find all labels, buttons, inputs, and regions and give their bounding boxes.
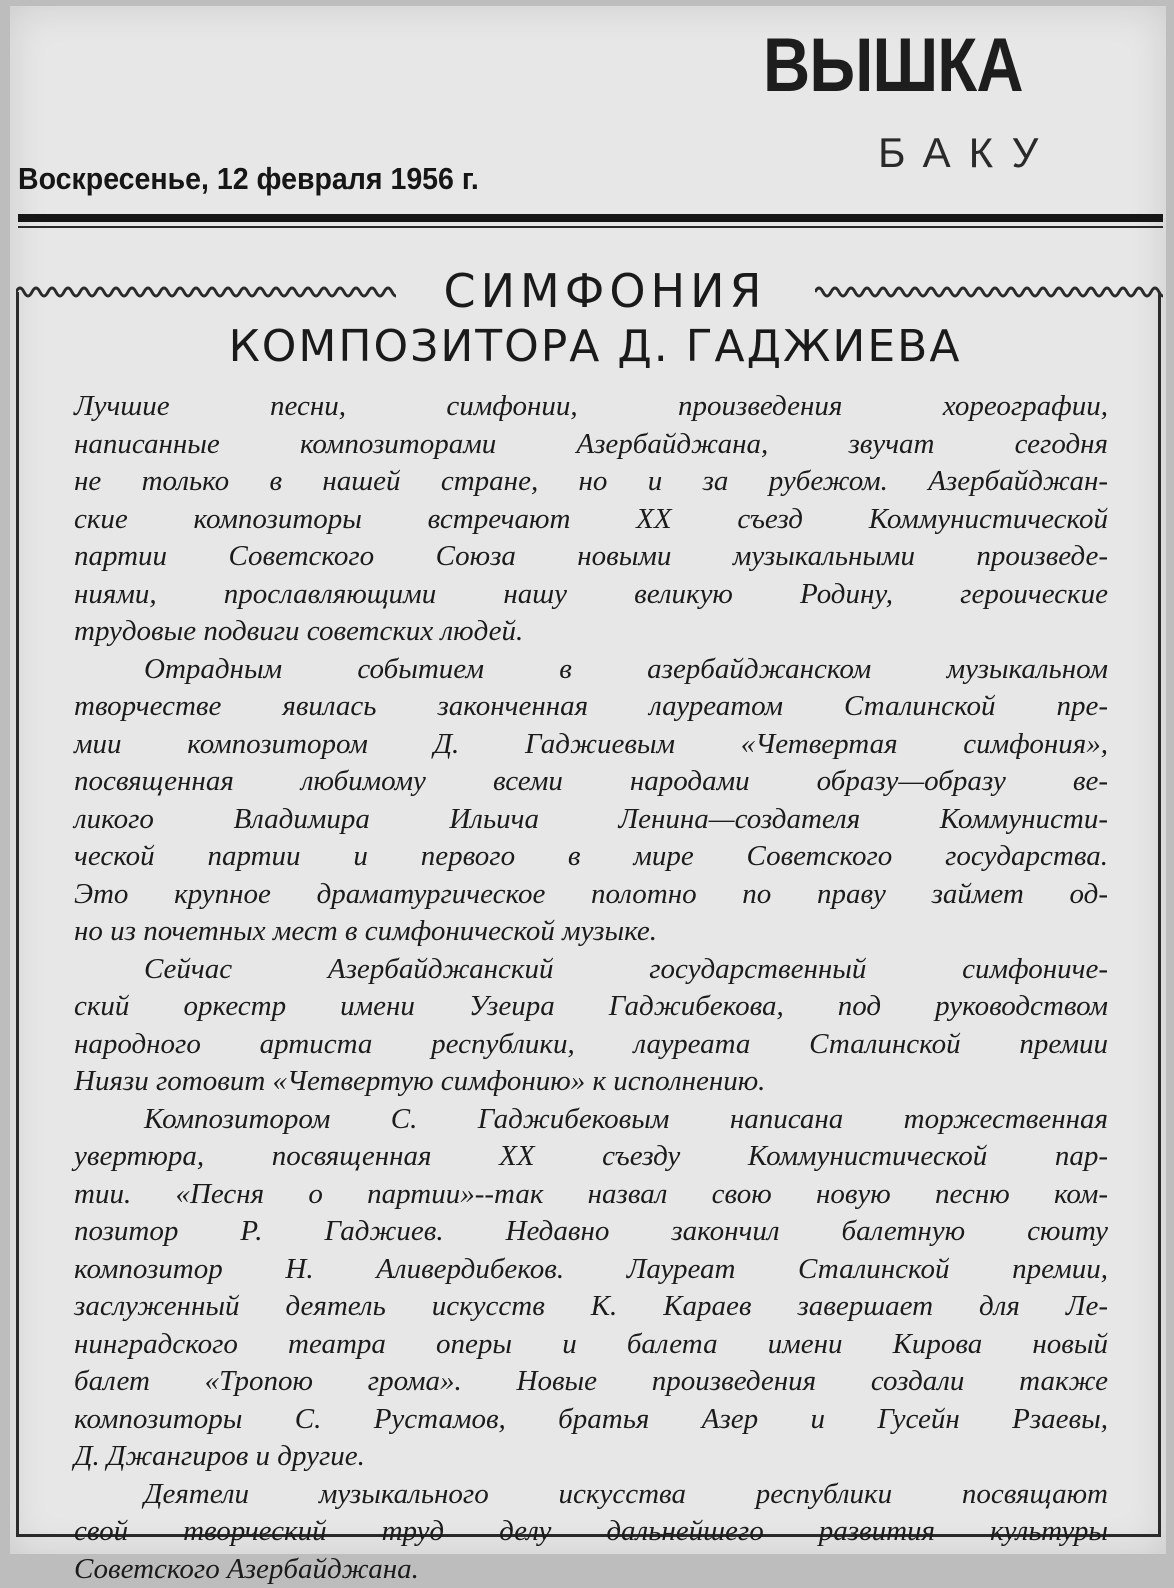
body-line: не только в нашей стране, но и за рубежом. Азербайджан- bbox=[74, 463, 1108, 501]
body-line: ские композиторы встречают XX съезд Коммунистической bbox=[74, 501, 1108, 539]
body-line: позитор Р. Гаджиев. Недавно закончил балетную сюиту bbox=[74, 1213, 1108, 1251]
body-line: Советского Азербайджана. bbox=[74, 1551, 1108, 1588]
body-line: Лучшие песни, симфонии, произведения хореографии, bbox=[74, 388, 1108, 426]
body-line: творчестве явилась законченная лауреатом Сталинской пре- bbox=[74, 688, 1108, 726]
body-line: ниями, прославляющими нашу великую Родину, героические bbox=[74, 576, 1108, 614]
masthead-rule-thin bbox=[18, 226, 1163, 228]
body-line: но из почетных мест в симфонической музыке. bbox=[74, 913, 1108, 951]
body-line: свой творческий труд делу дальнейшего развития культуры bbox=[74, 1513, 1108, 1551]
body-line: Ниязи готовит «Четвертую симфонию» к исполнению. bbox=[74, 1063, 1108, 1101]
issue-date: Воскресенье, 12 февраля 1956 г. bbox=[18, 163, 479, 194]
body-line: Деятели музыкального искусства республики посвящают bbox=[74, 1476, 1108, 1514]
article-title-line-1: СИМФОНИЯ bbox=[400, 268, 810, 314]
body-line: трудовые подвиги советских людей. bbox=[74, 613, 1108, 651]
body-line: Композитором С. Гаджибековым написана торжественная bbox=[74, 1101, 1108, 1139]
body-line: Отрадным событием в азербайджанском музыкальном bbox=[74, 651, 1108, 689]
body-line: композиторы С. Рустамов, братья Азер и Гусейн Рзаевы, bbox=[74, 1401, 1108, 1439]
body-line: заслуженный деятель искусств К. Караев завершает для Ле- bbox=[74, 1288, 1108, 1326]
city-stamp: БАКУ bbox=[878, 132, 1056, 174]
article-title-line-2: КОМПОЗИТОРА Д. ГАДЖИЕВА bbox=[100, 325, 1090, 369]
masthead-rule bbox=[18, 214, 1163, 222]
body-line: ческой партии и первого в мире Советского государства. bbox=[74, 838, 1108, 876]
body-line: Это крупное драматургическое полотно по праву займет од- bbox=[74, 876, 1108, 914]
body-line: Сейчас Азербайджанский государственный симфониче- bbox=[74, 951, 1108, 989]
body-line: ликого Владимира Ильича Ленина—создателя Коммунисти- bbox=[74, 801, 1108, 839]
body-line: написанные композиторами Азербайджана, звучат сегодня bbox=[74, 426, 1108, 464]
body-line: посвященная любимому всеми народами образу—образу ве- bbox=[74, 763, 1108, 801]
body-line: ский оркестр имени Узеира Гаджибекова, под руководством bbox=[74, 988, 1108, 1026]
body-line: балет «Тропою грома». Новые произведения создали также bbox=[74, 1363, 1108, 1401]
body-line: тии. «Песня о партии»--так назвал свою новую песню ком- bbox=[74, 1176, 1108, 1214]
body-line: мии композитором Д. Гаджиевым «Четвертая симфония», bbox=[74, 726, 1108, 764]
body-line: Д. Джангиров и другие. bbox=[74, 1438, 1108, 1476]
decorative-wave-left bbox=[16, 283, 396, 301]
decorative-wave-right bbox=[815, 283, 1163, 301]
newspaper-name-stamp: ВЫШКА bbox=[763, 28, 1023, 104]
body-line: партии Советского Союза новыми музыкальными произведе- bbox=[74, 538, 1108, 576]
body-line: народного артиста республики, лауреата Сталинской премии bbox=[74, 1026, 1108, 1064]
body-line: нинградского театра оперы и балета имени Кирова новый bbox=[74, 1326, 1108, 1364]
body-line: композитор Н. Аливердибеков. Лауреат Сталинской премии, bbox=[74, 1251, 1108, 1289]
article-body bbox=[74, 388, 1108, 1588]
body-line: увертюра, посвященная XX съезду Коммунистической пар- bbox=[74, 1138, 1108, 1176]
